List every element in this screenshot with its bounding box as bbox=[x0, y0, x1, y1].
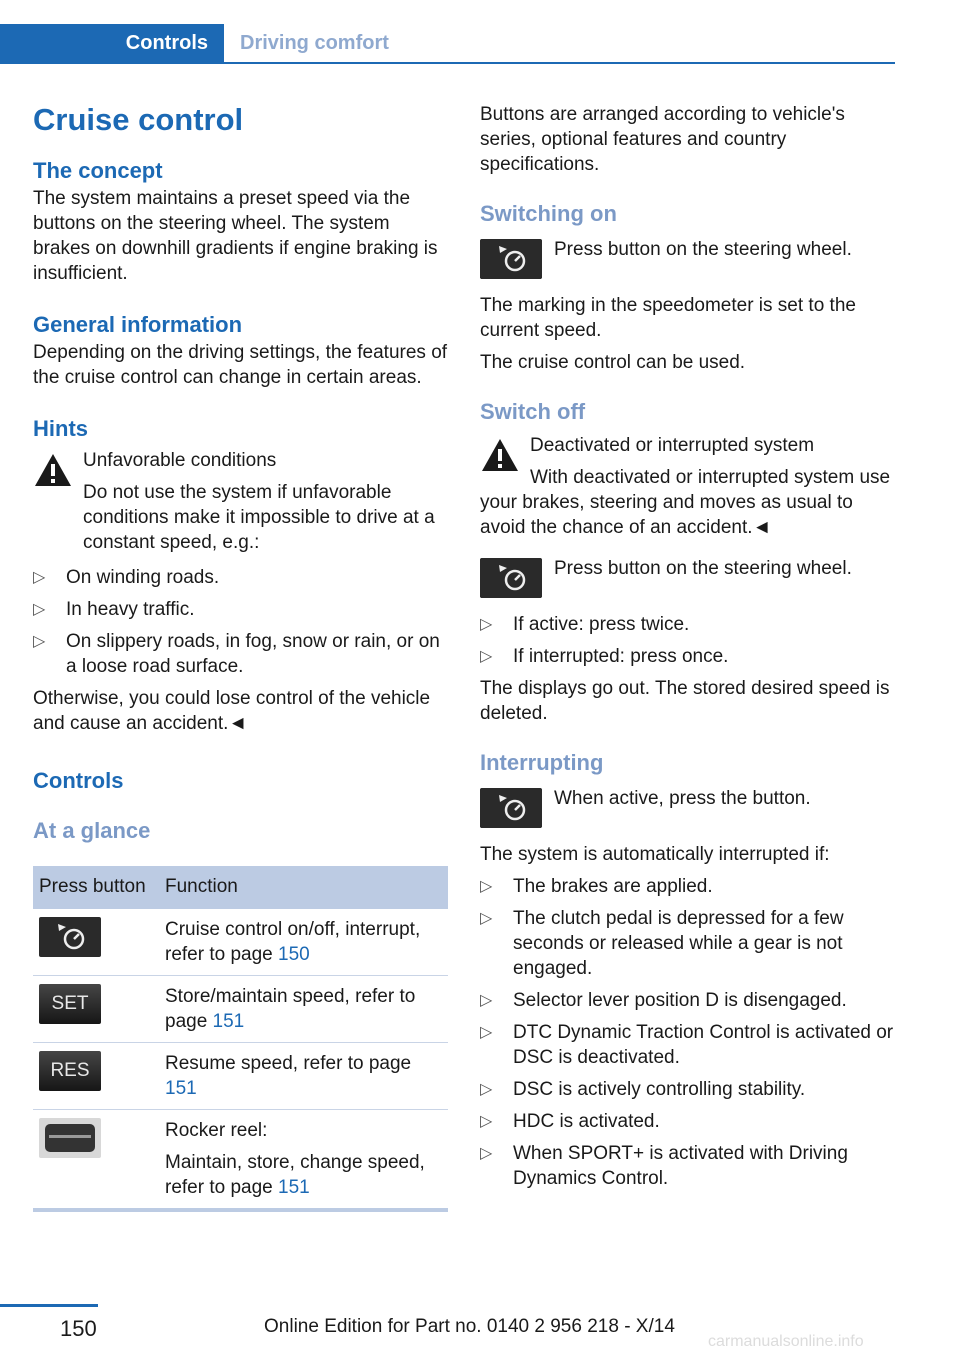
switching-on-text-2: The cruise control can be used. bbox=[480, 352, 746, 373]
list-item-text: DTC Dynamic Traction Control is activated or DSC is deactivated. bbox=[513, 1022, 894, 1068]
switch-off-heading: Switch off bbox=[480, 399, 586, 424]
list-item bbox=[480, 612, 895, 637]
left-column bbox=[33, 100, 448, 1212]
row-function-text: Maintain, store, change speed, refer to page bbox=[165, 1152, 425, 1198]
interrupting-list bbox=[480, 874, 895, 1191]
table-row bbox=[33, 976, 448, 1043]
page-title: Cruise control bbox=[33, 102, 244, 137]
hints-after: Otherwise, you could lose control of the vehicle and cause an accident.◄ bbox=[33, 688, 431, 734]
switching-on-text-1: The marking in the speedometer is set to the current speed. bbox=[480, 295, 856, 341]
general-heading: General information bbox=[33, 312, 243, 337]
list-item-text: HDC is activated. bbox=[513, 1111, 660, 1132]
warning-title: Deactivated or interrupted system bbox=[530, 435, 815, 456]
row-function-text: Store/maintain speed, refer to page bbox=[165, 986, 416, 1032]
list-item bbox=[33, 597, 448, 622]
footer-rule bbox=[0, 1304, 98, 1307]
list-item-text: Selector lever position D is disengaged. bbox=[513, 990, 847, 1011]
bullet-icon: ▷ bbox=[480, 910, 493, 927]
list-item bbox=[480, 644, 895, 669]
bullet-icon: ▷ bbox=[480, 1113, 493, 1130]
set-button-icon: SET bbox=[39, 984, 101, 1024]
row-function-title: Rocker reel: bbox=[165, 1120, 268, 1141]
switching-on-button-text: Press button on the steering wheel. bbox=[554, 239, 852, 260]
list-item bbox=[480, 1077, 895, 1102]
warning-triangle-icon bbox=[33, 452, 73, 488]
general-text: Depending on the driving settings, the features of the cruise control can change in certain areas. bbox=[33, 342, 448, 388]
bullet-icon: ▷ bbox=[480, 1145, 493, 1162]
bullet-icon: ▷ bbox=[480, 648, 493, 665]
switch-off-warning bbox=[480, 433, 895, 458]
intro-text: Buttons are arranged according to vehicle's series, optional features and country specifications. bbox=[480, 104, 845, 175]
list-item-text: In heavy traffic. bbox=[66, 599, 195, 620]
cruise-control-button-icon bbox=[39, 917, 101, 957]
switch-off-warning-text bbox=[480, 465, 895, 540]
cruise-control-button-icon bbox=[480, 239, 542, 279]
switching-on-button-row bbox=[480, 237, 895, 285]
hints-list bbox=[33, 565, 448, 679]
tab-driving-comfort[interactable]: Driving comfort bbox=[240, 32, 389, 54]
bullet-icon: ▷ bbox=[33, 601, 46, 618]
switching-on-heading: Switching on bbox=[480, 201, 617, 226]
bullet-icon: ▷ bbox=[480, 992, 493, 1009]
cruise-control-button-icon bbox=[480, 558, 542, 598]
warning-text: Do not use the system if unfavorable conditions make it impossible to drive at a constant speed, e.g.: bbox=[83, 482, 435, 553]
list-item-text: When SPORT+ is activated with Driving Dynamics Control. bbox=[513, 1143, 848, 1189]
bullet-icon: ▷ bbox=[33, 633, 46, 650]
table-row bbox=[33, 1110, 448, 1211]
list-item bbox=[33, 565, 448, 590]
list-item bbox=[480, 1109, 895, 1134]
list-item-text: On slippery roads, in fog, snow or rain, or on a loose road surface. bbox=[66, 631, 440, 677]
page-link[interactable]: 150 bbox=[278, 944, 310, 965]
table-header-function: Function bbox=[159, 866, 448, 909]
page-link[interactable]: 151 bbox=[165, 1078, 197, 1099]
warning-text: With deactivated or interrupted system use your brakes, steering and moves as usual to avoid the chance of an accident.◄ bbox=[480, 467, 891, 538]
controls-table bbox=[33, 866, 448, 1212]
switch-off-button-row bbox=[480, 556, 895, 604]
list-item bbox=[480, 874, 895, 899]
bullet-icon: ▷ bbox=[480, 878, 493, 895]
list-item-text: If interrupted: press once. bbox=[513, 646, 729, 667]
list-item bbox=[480, 1141, 895, 1191]
switch-off-list bbox=[480, 612, 895, 669]
list-item bbox=[480, 1020, 895, 1070]
list-item-text: The clutch pedal is depressed for a few seconds or released while a gear is not engaged. bbox=[513, 908, 844, 979]
bullet-icon: ▷ bbox=[480, 1024, 493, 1041]
table-header-row bbox=[33, 866, 448, 909]
controls-heading: Controls bbox=[33, 768, 124, 793]
list-item bbox=[480, 988, 895, 1013]
list-item-text: If active: press twice. bbox=[513, 614, 690, 635]
edition-text: Online Edition for Part no. 0140 2 956 218 - X/14 bbox=[264, 1316, 675, 1337]
page-link[interactable]: 151 bbox=[212, 1011, 245, 1032]
warning-triangle-icon bbox=[480, 437, 520, 473]
hints-heading: Hints bbox=[33, 416, 88, 441]
hints-warning bbox=[33, 448, 448, 555]
bullet-icon: ▷ bbox=[33, 569, 46, 586]
table-header-press-button: Press button bbox=[33, 866, 159, 909]
table-row bbox=[33, 1043, 448, 1110]
at-a-glance-heading: At a glance bbox=[33, 818, 151, 843]
table-row bbox=[33, 909, 448, 976]
list-item-text: On winding roads. bbox=[66, 567, 220, 588]
interrupting-heading: Interrupting bbox=[480, 750, 604, 775]
switch-off-after: The displays go out. The stored desired speed is deleted. bbox=[480, 678, 890, 724]
watermark: carmanualsonline.info bbox=[708, 1333, 864, 1350]
row-function-text: Resume speed, refer to page bbox=[165, 1053, 412, 1074]
header-tabs bbox=[0, 24, 895, 64]
list-item-text: DSC is actively controlling stability. bbox=[513, 1079, 806, 1100]
rocker-reel-icon bbox=[39, 1118, 101, 1158]
interrupting-button-row bbox=[480, 786, 895, 834]
list-item bbox=[33, 629, 448, 679]
bullet-icon: ▷ bbox=[480, 1081, 493, 1098]
page-number: 150 bbox=[60, 1316, 97, 1341]
warning-title: Unfavorable conditions bbox=[83, 450, 277, 471]
page-link[interactable]: 151 bbox=[278, 1177, 310, 1198]
concept-text: The system maintains a preset speed via the buttons on the steering wheel. The system brakes on downhill gradients if engine braking is insufficient. bbox=[33, 188, 438, 284]
right-column bbox=[480, 102, 895, 1198]
list-item-text: The brakes are applied. bbox=[513, 876, 713, 897]
res-button-icon: RES bbox=[39, 1051, 101, 1091]
row-function-text: Cruise control on/off, interrupt, refer to page bbox=[165, 919, 421, 965]
bullet-icon: ▷ bbox=[480, 616, 493, 633]
switch-off-button-text: Press button on the steering wheel. bbox=[554, 558, 852, 579]
cruise-control-button-icon bbox=[480, 788, 542, 828]
interrupting-button-text: When active, press the button. bbox=[554, 788, 811, 809]
list-item bbox=[480, 906, 895, 981]
warning-text-first bbox=[83, 473, 448, 555]
interrupting-lead: The system is automatically interrupted if: bbox=[480, 844, 830, 865]
tab-controls[interactable]: Controls bbox=[0, 24, 224, 62]
concept-heading: The concept bbox=[33, 158, 163, 183]
